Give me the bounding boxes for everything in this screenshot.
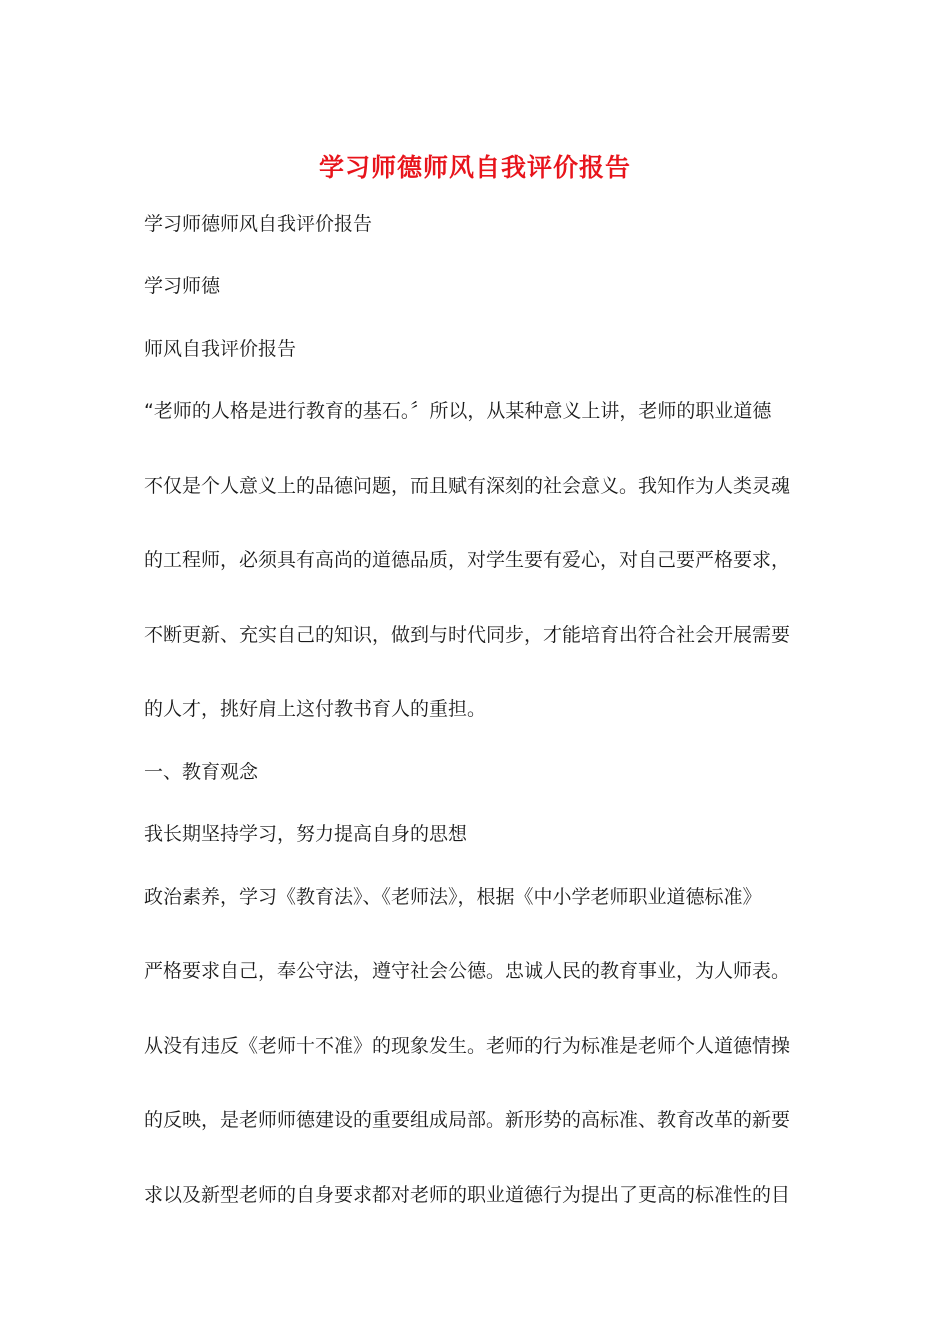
paragraph-line: 的工程师，必须具有高尚的道德品质，对学生要有爱心，对自己要严格要求，	[144, 549, 791, 571]
paragraph-line: “老师的人格是进行教育的基石。〞所以，从某种意义上讲，老师的职业道德	[144, 400, 772, 422]
paragraph-line: 不仅是个人意义上的品德问题，而且赋有深刻的社会意义。我知作为人类灵魂	[144, 475, 791, 497]
paragraph-line: 从没有违反《老师十不准》的现象发生。老师的行为标准是老师个人道德情操	[144, 1035, 791, 1057]
heading-line-1: 学习师德	[144, 275, 221, 297]
paragraph-line: 我长期坚持学习，努力提高自身的思想	[144, 823, 468, 845]
heading-line-2: 师风自我评价报告	[144, 338, 297, 360]
paragraph-line: 的人才，挑好肩上这付教书育人的重担。	[144, 698, 487, 720]
paragraph-line: 的反映，是老师师德建设的重要组成局部。新形势的高标准、教育改革的新要	[144, 1109, 791, 1131]
document-title: 学习师德师风自我评价报告	[318, 153, 631, 182]
paragraph-line: 严格要求自己，奉公守法，遵守社会公德。忠诚人民的教育事业，为人师表。	[144, 960, 791, 982]
paragraph-line: 不断更新、充实自己的知识，做到与时代同步，才能培育出符合社会开展需要	[144, 624, 791, 646]
subtitle-line: 学习师德师风自我评价报告	[144, 213, 373, 235]
section-heading: 一、教育观念	[144, 761, 259, 783]
paragraph-line: 求以及新型老师的自身要求都对老师的职业道德行为提出了更高的标准性的目	[144, 1184, 791, 1206]
paragraph-line: 政治素养，学习《教育法》、《老师法》，根据《中小学老师职业道德标准》	[144, 886, 762, 908]
